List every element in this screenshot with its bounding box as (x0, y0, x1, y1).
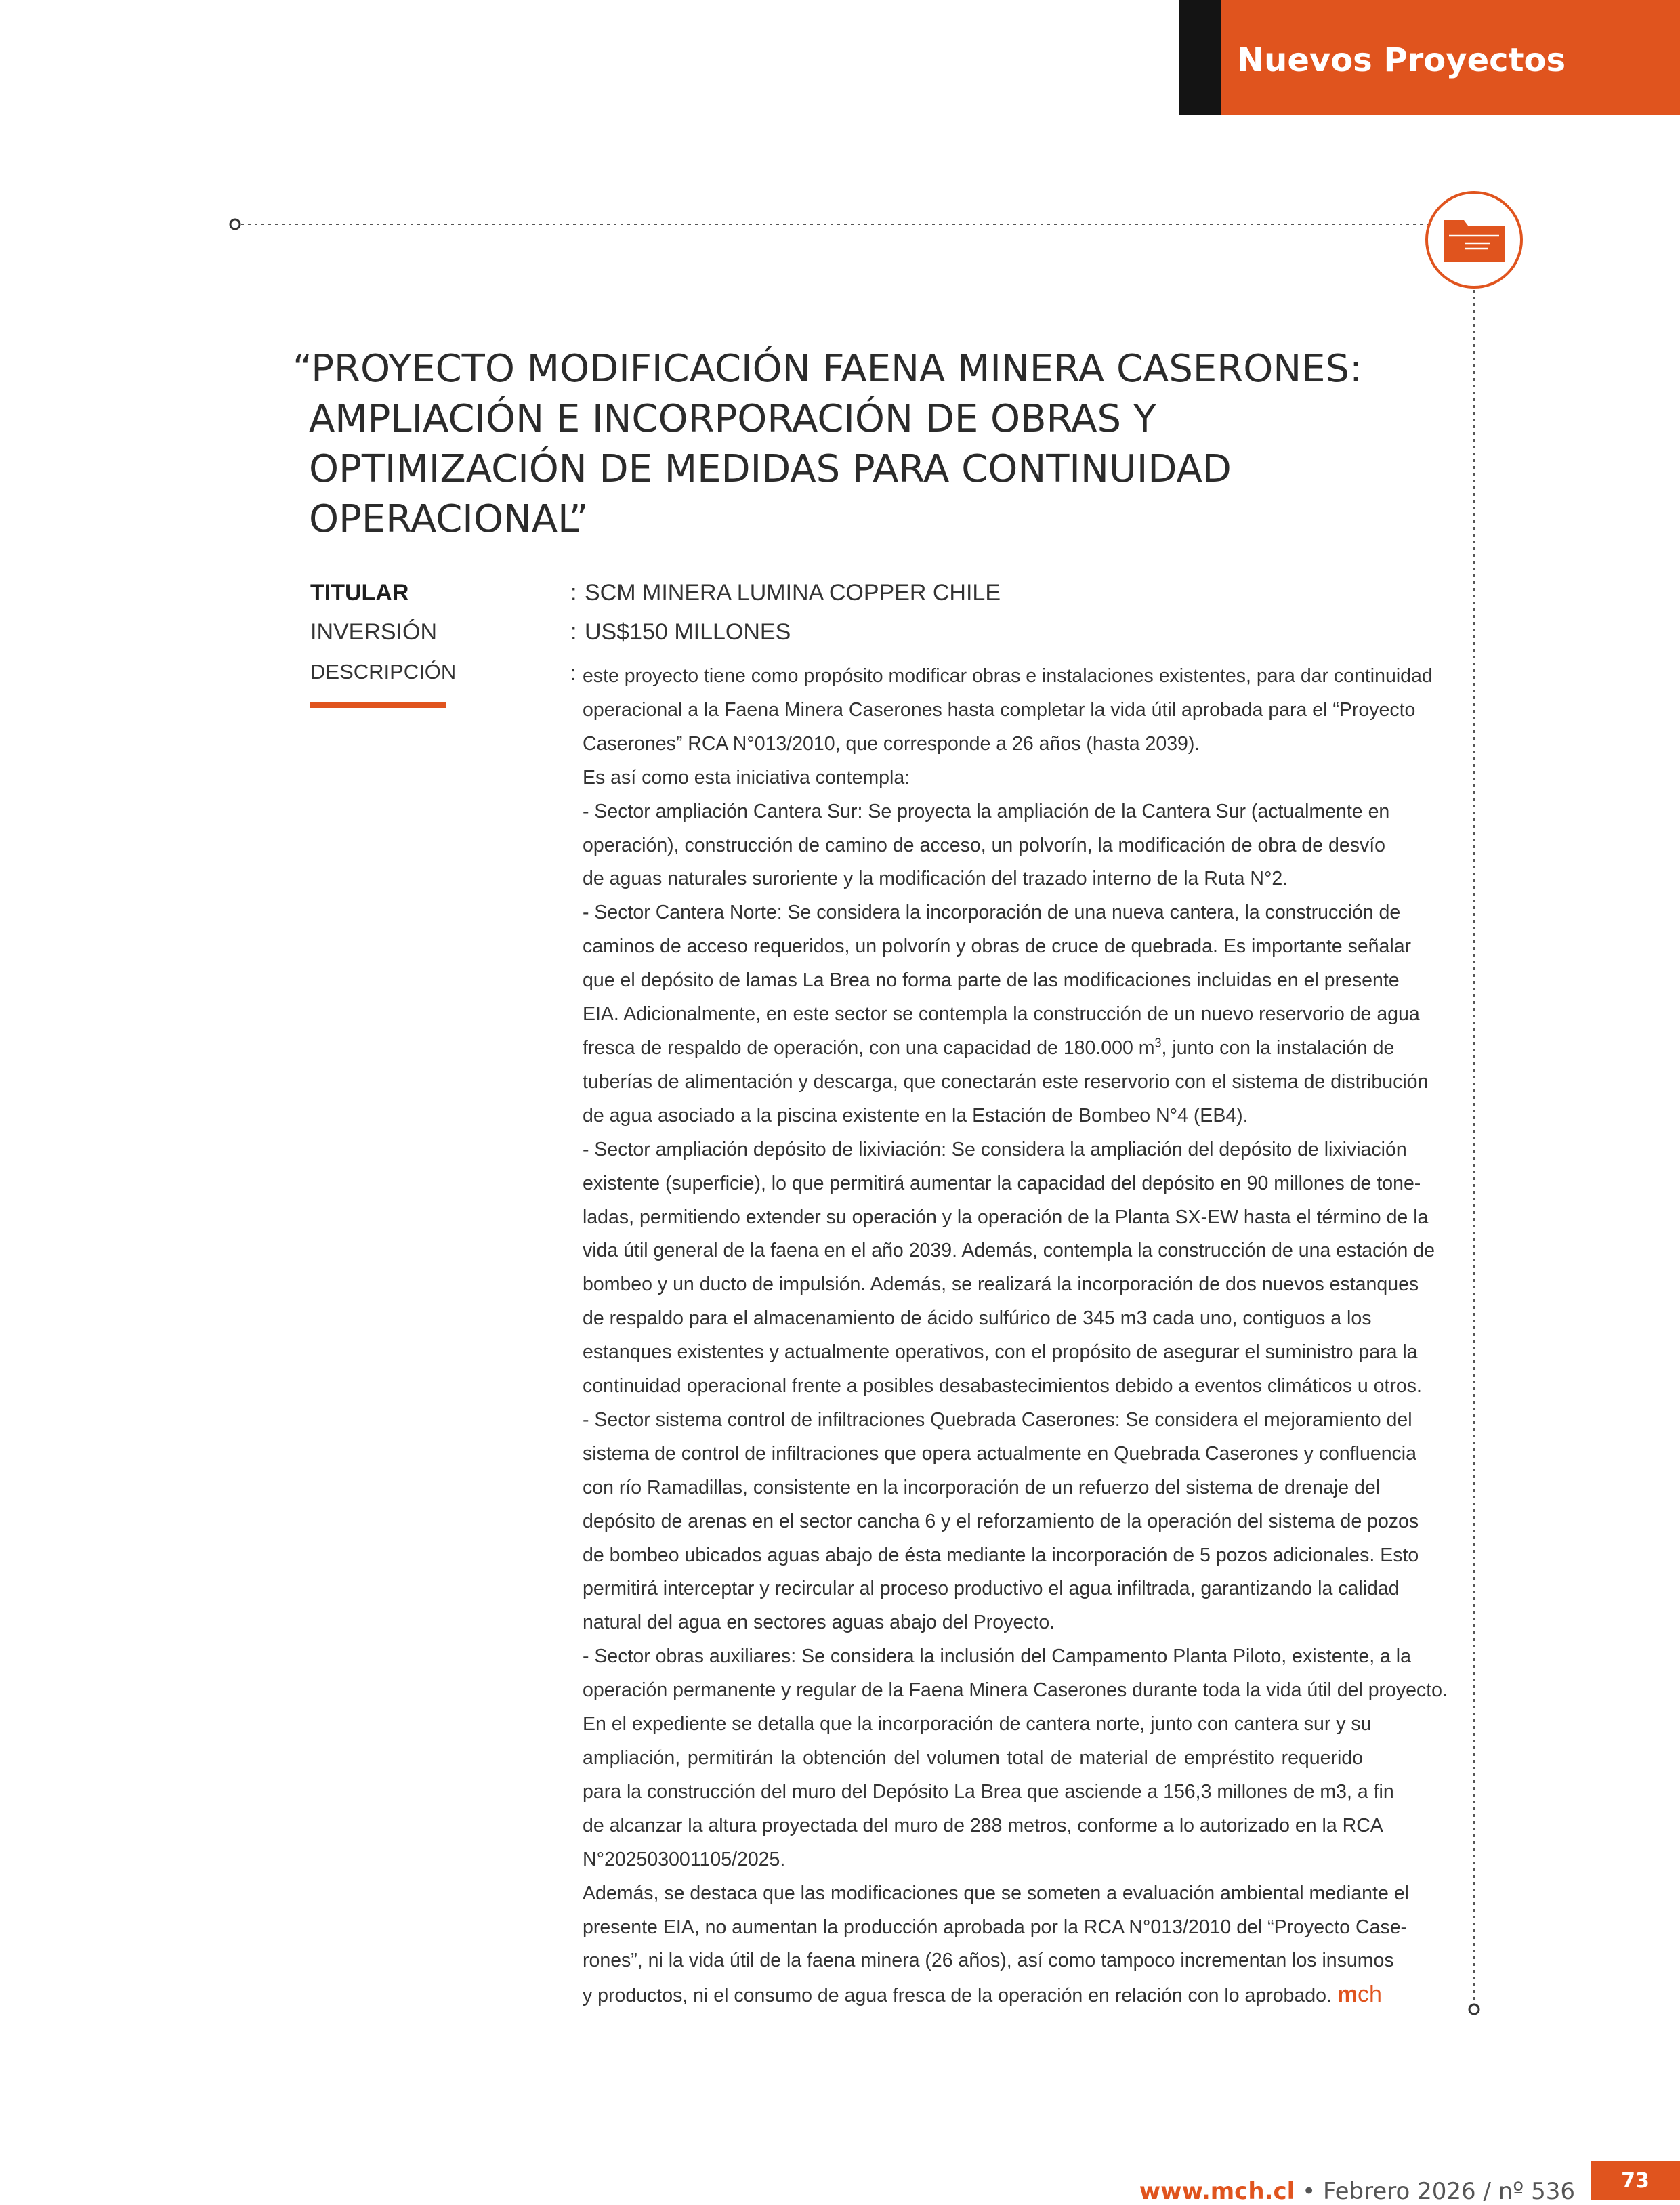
title-line: OPTIMIZACIÓN DE MEDIDAS PARA CONTINUIDAD (309, 447, 1232, 491)
description-line: En el expediente se detalla que la incorporación de cantera norte, junto con cantera sur y su (583, 1713, 1372, 1736)
article-title (293, 344, 1377, 545)
description-line: Además, se destaca que las modificaciones que se someten a evaluación ambiental mediante el (583, 1882, 1409, 1904)
description-line: operacional a la Faena Minera Caserones hasta completar la vida útil aprobada para el “Proyecto (583, 698, 1416, 721)
description-line: existente (superficie), lo que permitirá aumentar la capacidad del depósito en 90 millones de tone- (583, 1172, 1421, 1194)
page-number: 73 (1621, 2168, 1650, 2193)
description-line-part: fresca de respaldo de operación, con una capacidad de 180.000 m (583, 1036, 1155, 1059)
description-line: de respaldo para el almacenamiento de ácido sulfúrico de 345 m3 cada uno, contiguos a los (583, 1307, 1372, 1330)
inversion-value: US$150 MILLONES (585, 619, 791, 645)
title-line: “PROYECTO MODIFICACIÓN FAENA MINERA CASERONES: (293, 347, 1362, 391)
description-line: N°202503001105/2025. (583, 1848, 786, 1870)
titular-label: TITULAR (310, 580, 409, 606)
description-line: bombeo y un ducto de impulsión. Además, se realizará la incorporación de dos nuevos estanques (583, 1274, 1419, 1296)
description-line: continuidad operacional frente a posibles desabastecimientos debido a eventos climáticos u otros. (583, 1375, 1422, 1398)
footer-url[interactable]: www.mch.cl (1139, 2178, 1295, 2205)
title-line: OPERACIONAL” (309, 497, 589, 541)
description-line: ampliación, permitirán la obtención del volumen total de material de empréstito requerido (583, 1747, 1363, 1769)
description-line: - Sector obras auxiliares: Se considera la inclusión del Campamento Planta Piloto, existente, a la (583, 1645, 1411, 1668)
dotted-line-end-dot (1469, 2004, 1479, 2014)
description-line: operación), construcción de camino de acceso, un polvorín, la modificación de obra de desvío (583, 834, 1386, 856)
description-line: Caserones” RCA N°013/2010, que corresponde a 26 años (hasta 2039). (583, 732, 1200, 755)
descripcion-underline (310, 702, 446, 708)
description-line: sistema de control de infiltraciones que opera actualmente en Quebrada Caserones y confluencia (583, 1442, 1416, 1465)
description-line: caminos de acceso requeridos, un polvorín y obras de cruce de quebrada. Es importante señalar (583, 936, 1412, 958)
footer (1139, 2178, 1575, 2205)
mch-end-mark-m: m (1337, 1981, 1358, 2008)
description-line: Es así como esta iniciativa contempla: (583, 766, 910, 789)
mch-end-mark (1337, 1981, 1382, 2007)
description-body (583, 660, 1448, 2013)
description-line: estanques existentes y actualmente operativos, con el propósito de asegurar el suministro para la (583, 1341, 1418, 1364)
mch-end-mark-ch: ch (1358, 1981, 1382, 2008)
description-line: que el depósito de lamas La Brea no forma parte de las modificaciones incluidas en el presente (583, 969, 1400, 992)
descripcion-colon: : (570, 661, 576, 685)
description-line: de bombeo ubicados aguas abajo de ésta mediante la incorporación de 5 pozos adicionales. Esto (583, 1544, 1419, 1566)
superscript-three: 3 (1154, 1036, 1162, 1050)
titular-colon: : (570, 580, 577, 606)
footer-issue: Febrero 2026 / nº 536 (1322, 2178, 1575, 2205)
description-line: operación permanente y regular de la Faena Minera Caserones durante toda la vida útil del proyecto. (583, 1679, 1448, 1702)
description-line (583, 1032, 1395, 1066)
titular-value: SCM MINERA LUMINA COPPER CHILE (585, 580, 1001, 606)
description-line: EIA. Adicionalmente, en este sector se contempla la construcción de un nuevo reservorio de agua (583, 1003, 1420, 1026)
description-line: - Sector ampliación depósito de lixiviación: Se considera la ampliación del depósito de lixiviación (583, 1138, 1407, 1160)
inversion-label: INVERSIÓN (310, 619, 438, 645)
description-line: presente EIA, no aumentan la producción aprobada por la RCA N°013/2010 del “Proyecto Case- (583, 1916, 1408, 1938)
description-line: - Sector Cantera Norte: Se considera la incorporación de una nueva cantera, la construcción de (583, 902, 1401, 924)
description-line: de aguas naturales suroriente y la modificación del trazado interno de la Ruta N°2. (583, 868, 1288, 890)
description-line: este proyecto tiene como propósito modificar obras e instalaciones existentes, para dar continuidad (583, 665, 1433, 687)
section-label: Nuevos Proyectos (1237, 41, 1566, 79)
description-line: - Sector ampliación Cantera Sur: Se proyecta la ampliación de la Cantera Sur (actualmente en (583, 800, 1390, 822)
description-line: rones”, ni la vida útil de la faena minera (26 años), así como tampoco incrementan los insumos (583, 1950, 1394, 1972)
description-line: de alcanzar la altura proyectada del muro de 288 metros, conforme a lo autorizado en la RCA (583, 1814, 1383, 1836)
folder-icon (1427, 192, 1521, 287)
dotted-line-start-dot (230, 219, 240, 229)
description-line: de agua asociado a la piscina existente en la Estación de Bombeo N°4 (EB4). (583, 1104, 1248, 1127)
description-line: para la construcción del muro del Depósito La Brea que asciende a 156,3 millones de m3, a fin (583, 1780, 1394, 1803)
description-line: vida útil general de la faena en el año 2039. Además, contempla la construcción de una estación de (583, 1240, 1435, 1262)
description-line: - Sector sistema control de infiltraciones Quebrada Caserones: Se considera el mejoramiento del (583, 1408, 1412, 1431)
description-line: depósito de arenas en el sector cancha 6 y el reforzamiento de la operación del sistema de pozos (583, 1510, 1419, 1532)
description-line: ladas, permitiendo extender su operación y la operación de la Planta SX-EW hasta el término de la (583, 1206, 1429, 1228)
page-number-box (1591, 2161, 1680, 2200)
inversion-colon: : (570, 619, 577, 645)
description-line: permitirá interceptar y recircular al proceso productivo el agua infiltrada, garantizando la calidad (583, 1578, 1400, 1600)
footer-bullet: • (1302, 2178, 1316, 2205)
description-line (583, 1978, 1382, 2013)
title-line: AMPLIACIÓN E INCORPORACIÓN DE OBRAS Y (309, 397, 1157, 441)
description-line-part: , junto con la instalación de (1161, 1036, 1395, 1059)
description-line: natural del agua en sectores aguas abajo del Proyecto. (583, 1612, 1055, 1634)
description-line-part: y productos, ni el consumo de agua fresca de la operación en relación con lo aprobado. (583, 1985, 1332, 2007)
description-line: tuberías de alimentación y descarga, que conectarán este reservorio con el sistema de distribución (583, 1070, 1429, 1093)
description-line: con río Ramadillas, consistente en la incorporación de un refuerzo del sistema de drenaje del (583, 1476, 1381, 1498)
descripcion-label: DESCRIPCIÓN (310, 660, 457, 684)
